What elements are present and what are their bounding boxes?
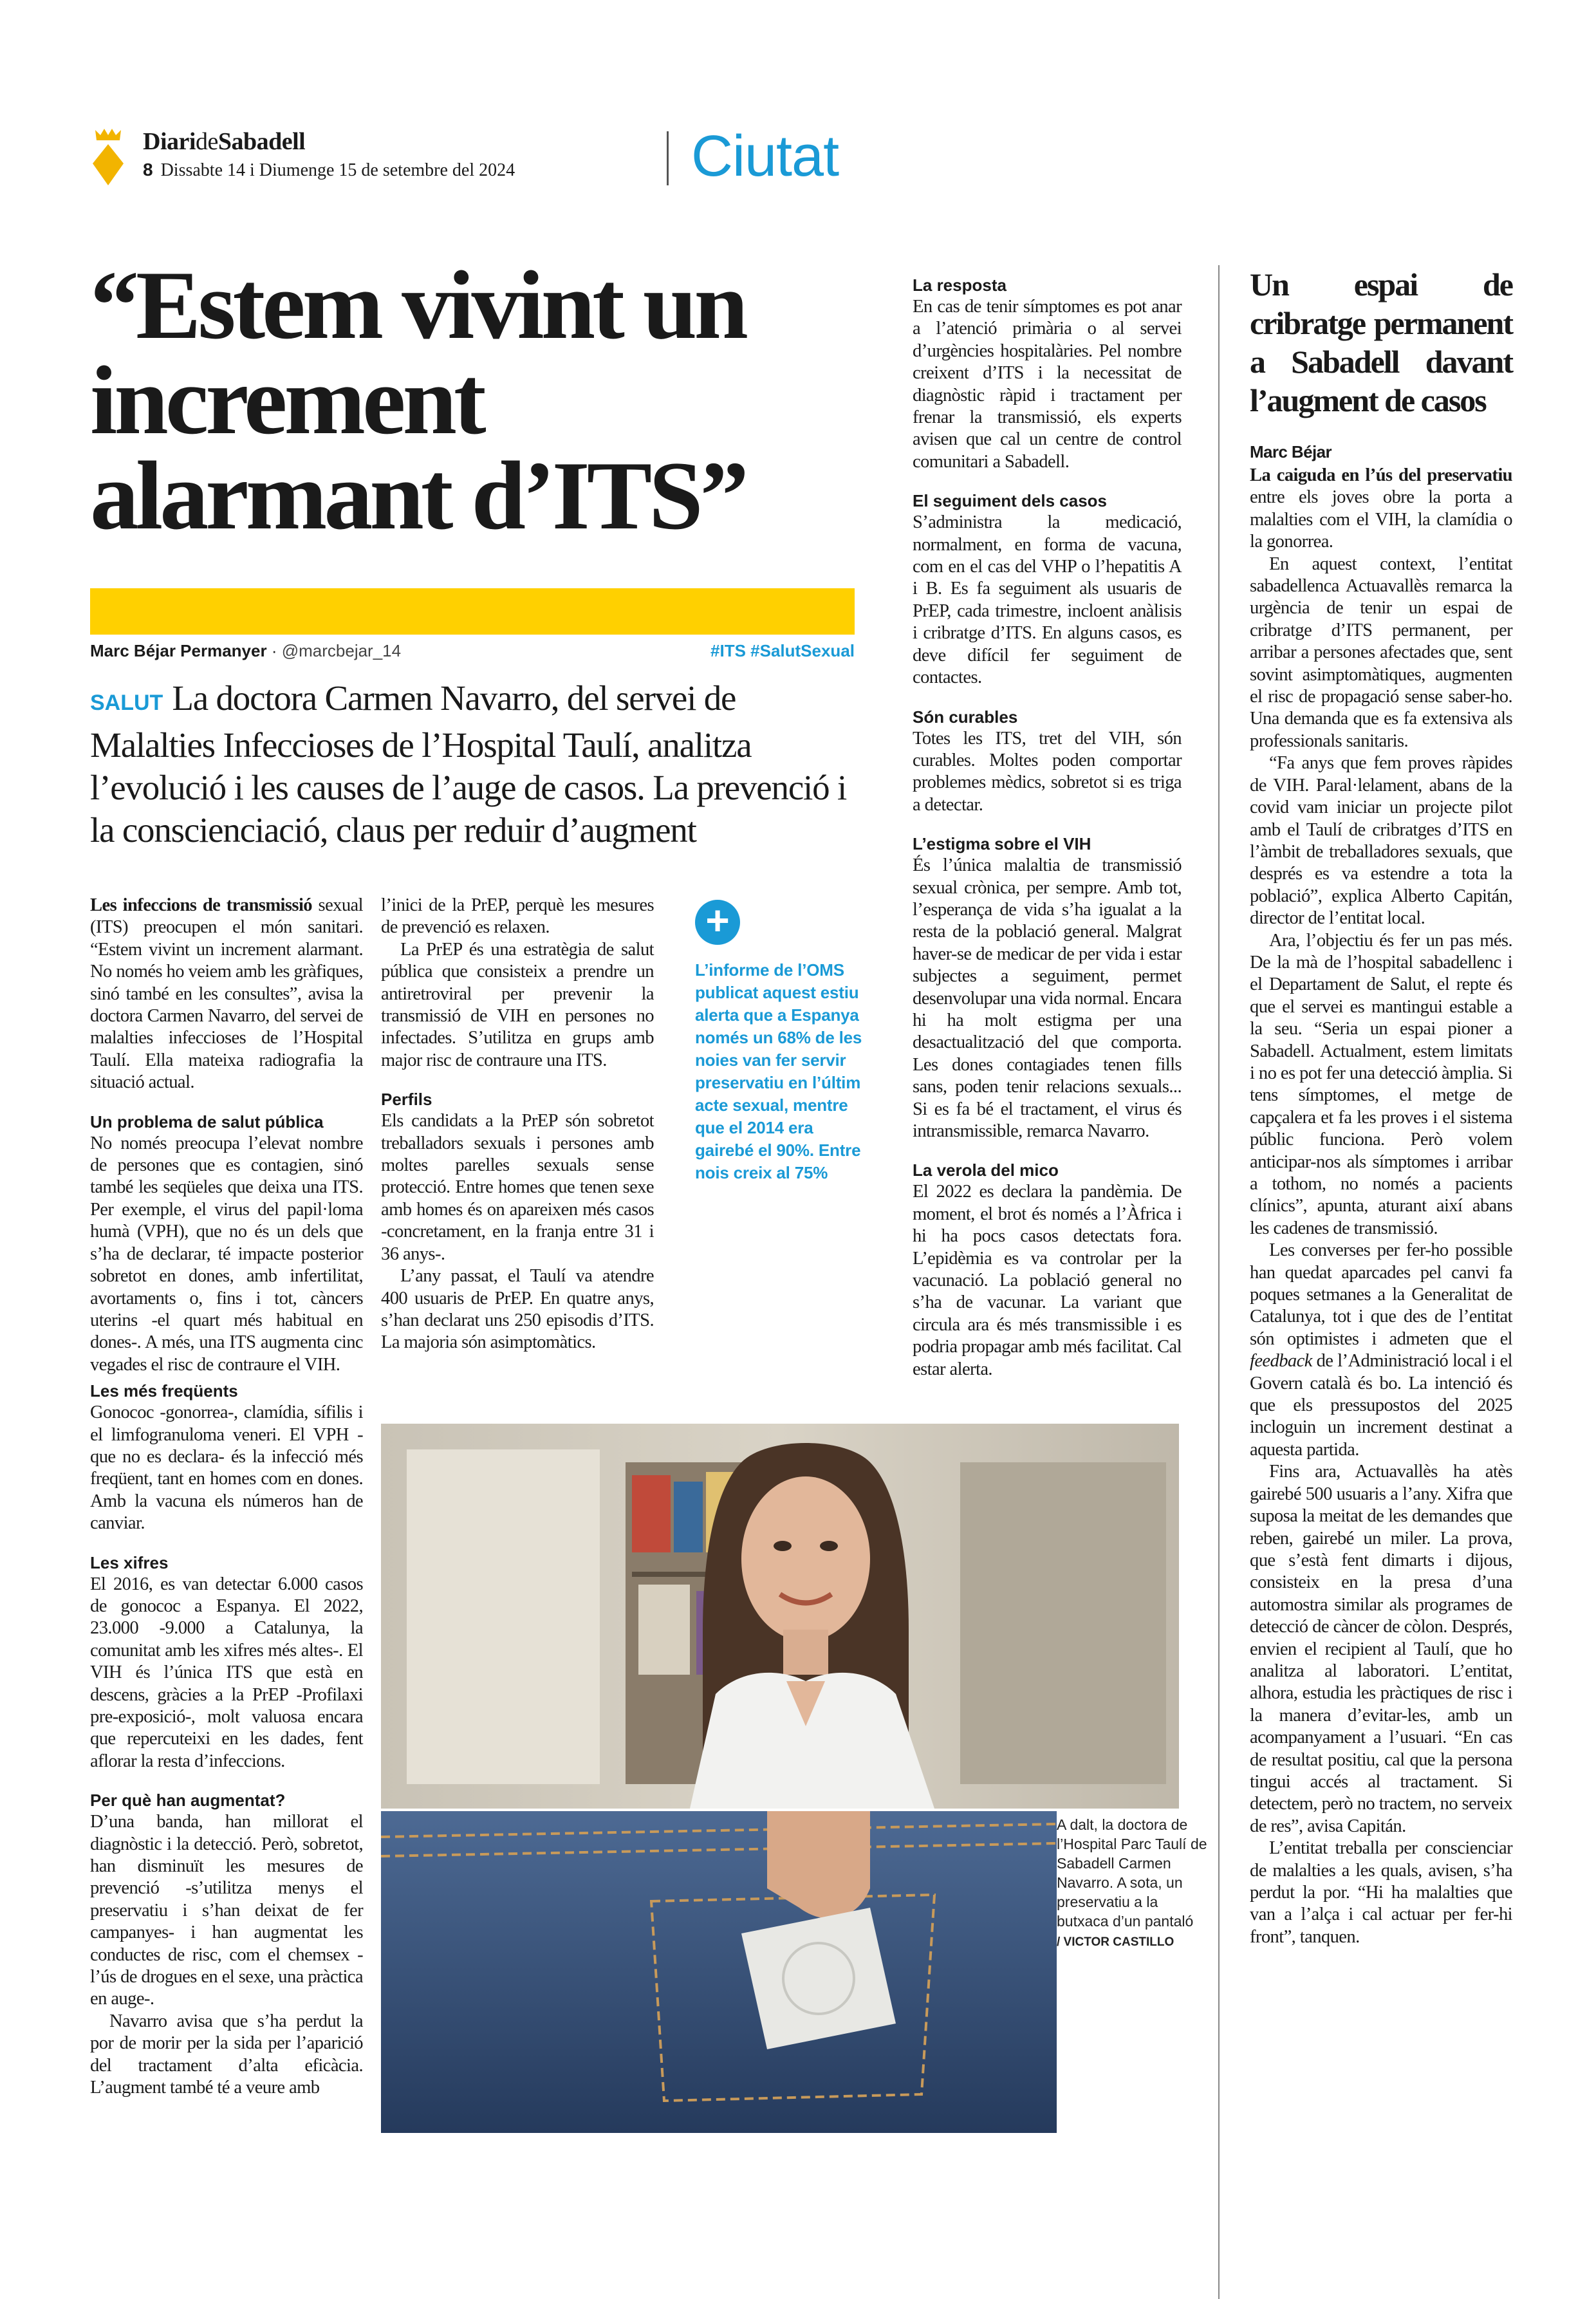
condom-in-pocket-photo xyxy=(381,1811,1057,2133)
paragraph: En cas de tenir símptomes es pot anar a l’atenció primària o al servei d’urgències hospitalàries. Pel nombre creixent d’ITS i la necessitat de diagnòstic ràpid i tractament per frenar la transmissió, els experts avisen que cal un centre de control comunitari a Sabadell. xyxy=(913,297,1182,472)
paragraph: En aquest context, l’entitat sabadellenca Actuavallès remarca la urgència de tenir un espai de cribratge d’ITS permanent, per arribar a persones afectades que, sent sovint asimptomàtiques, augmenten el risc de propagació sense saber-ho. Una demanda que es fa extensiva als professionals sanitaris. xyxy=(1250,554,1512,751)
paragraph: Navarro avisa que s’ha perdut la por de morir per la sida per l’aparició del tractament d’alta eficàcia. L’augment també té a veure amb xyxy=(90,2011,363,2098)
page-info xyxy=(143,160,515,181)
paragraph: Ara, l’objectiu és fer un pas més. De la mà de l’hospital sabadellenc i el Departament de Salut, el repte és que el servei es mantingui estable a la seu. “Seria un espai pioner a Sabadell. Actualment, estem limitats i no es pot fer una detecció àmplia. Si tens símptomes, el metge de capçalera et fa les proves i el sistema públic funciona. Però volem anticipar-nos als símptomes i arribar a tothom, no només a pacients clínics”, apunta, aturant així abans les cadenes de transmissió. xyxy=(1250,930,1512,1238)
article-column-2 xyxy=(381,895,654,1354)
sidebar-divider xyxy=(1218,265,1220,2299)
caption-text: A dalt, la doctora de l’Hospital Parc Taulí de Sabadell Carmen Navarro. A sota, un preservatiu a la butxaca d’un pantaló xyxy=(1057,1816,1207,1930)
byline-separator: · xyxy=(271,641,282,660)
header-divider xyxy=(667,131,669,185)
byline-author: Marc Béjar Permanyer xyxy=(90,641,267,660)
subheading: El seguiment dels casos xyxy=(913,491,1108,511)
article-column-1 xyxy=(90,895,363,2099)
subheading: La verola del mico xyxy=(913,1160,1059,1180)
paragraph: D’una banda, han millorat el diagnòstic i la detecció. Però, sobretot, han disminuït les mesures de prevenció -s’utilitza menys el preservatiu i s’han deixat de fer campanyes- i han augmentat les conductes de risc, com el chemsex -l’ús de drogues en el sexe, una pràctica en auge-. xyxy=(90,1812,363,2009)
subheading: Un problema de salut pública xyxy=(90,1112,324,1131)
paragraph: l’inici de la PrEP, perquè les mesures de prevenció es relaxen. xyxy=(381,895,654,938)
subheading: Per què han augmentat? xyxy=(90,1791,286,1810)
paragraph: El 2016, es van detectar 6.000 casos de gonococ a Espanya. El 2022, 23.000 -9.000 a Catalunya, la comunitat amb les xifres més altes-. El VIH és l’única ITS que està en descens, gràcies a la PrEP -Profilaxi pre-exposició-, molt valuosa encara que repercuteixi en les dades, fent aflorar la resta d’infeccions. xyxy=(90,1574,363,1771)
lede-text: La doctora Carmen Navarro, del servei de Malalties Infeccioses de l’Hospital Taulí, analitza l’evolució i les causes de l’auge de casos. La prevenció i la conscienciació, claus per reduir d’augment xyxy=(90,678,847,850)
subheading: Les xifres xyxy=(90,1552,169,1572)
sidebar-lead: La caiguda en l’ús del preservatiu xyxy=(1250,465,1512,485)
lede xyxy=(90,677,862,852)
subheading: La resposta xyxy=(913,275,1007,295)
article-column-4 xyxy=(913,274,1182,1381)
masthead-de: de xyxy=(195,128,218,155)
headline-highlight-bar xyxy=(90,588,855,635)
subheading: Les més freqüents xyxy=(90,1381,238,1401)
masthead-diari: Diari xyxy=(143,128,196,155)
highlight-quote: L’informe de l’OMS publicat aquest estiu alerta que a Espanya només un 68% de les noies van fer servir preservatiu en l’últim acte sexual, mentre que el 2014 era gairebé el 90%. Entre nois creix al 75% xyxy=(695,960,862,1182)
sidebar-article xyxy=(1250,265,1512,1948)
section-title[interactable]: Ciutat xyxy=(691,124,839,189)
paragraph: És l’única malaltia de transmissió sexual crònica, per sempre. Amb tot, l’esperança de vida s’ha igualat a la resta de la població general. Malgrat haver-se de medicar de per vida i estar subjectes a seguiment, permet desenvolupar una vida normal. Encara hi ha molt estigma per una desactualització del que comporta. Les dones contagiades tenen fills sans, poden tenir relacions sexuals... Si es fa bé el tractament, el virus és intransmissible, remarca Navarro. xyxy=(913,855,1182,1141)
subheading: L’estigma sobre el VIH xyxy=(913,834,1091,854)
paragraph: sexual (ITS) preocupen el món sanitari. “Estem vivint un increment alarmant. No només ho veiem amb les gràfiques, sinó també en les consultes”, avisa la doctora Carmen Navarro, del servei de malalties infeccioses de l’Hospital Taulí. Ella mateixa radiografia la situació actual. xyxy=(90,895,363,1093)
byline-handle[interactable]: @marcbejar_14 xyxy=(281,641,402,660)
paragraph: El 2022 es declara la pandèmia. De moment, el brot és només a l’Àfrica i hi ha pocs casos detectats fora. L’epidèmia es va controlar per la vacunació. La població general no s’ha de vacunar. La variant que circula ara és més transmissible i es podria propagar amb més facilitat. Cal estar alerta. xyxy=(913,1182,1182,1379)
paragraph: Els candidats a la PrEP són sobretot treballadors sexuals i persones amb moltes parelles sexuals sense protecció. Entre homes que tenen sexe amb homes és on apareixen més casos -concretament, en la franja entre 31 i 36 anys-. xyxy=(381,1111,654,1264)
subheading: Són curables xyxy=(913,707,1018,727)
paragraph: “Fa anys que fem proves ràpides de VIH. Paral·lelament, abans de la covid vam iniciar un projecte pilot amb el Taulí de cribratges d’ITS en l’àmbit de treballadores sexuals, que després es va estendre a tota la població”, explica Alberto Capitán, director de l’entitat local. xyxy=(1250,753,1512,929)
paragraph: La PrEP és una estratègia de salut pública que consisteix a prendre un antiretroviral per prevenir la transmissió de VIH en persones no infectades. S’utilitza en grups amb major risc de contraure una ITS. xyxy=(381,939,654,1070)
issue-date: Dissabte 14 i Diumenge 15 de setembre del 2024 xyxy=(160,160,515,180)
paragraph: No només preocupa l’elevat nombre de persones que es contagien, sinó també les seqüeles que deixa una ITS. Per exemple, el virus del papil·loma humà (VPH), que no és un dels que s’ha de declarar, té impacte posterior sobretot en dones, amb infertilitat, avortaments o, fins i tot, càncers uterins -el quart més habitual en dones-. A més, una ITS augmenta cinc vegades el risc de contraure el VIH. xyxy=(90,1133,363,1375)
doctor-portrait-photo xyxy=(381,1424,1179,1809)
paragraph: S’administra la medicació, normalment, en forma de vacuna, com en el cas del VHP o l’hepatitis A i B. Es fa seguiment als usuaris de PrEP, cada trimestre, incloent anàlisis i cribratge d’ITS. En alguns casos, es deve difícil fer seguiment de contactes. xyxy=(913,512,1182,688)
paragraph: Fins ara, Actuavallès ha atès gairebé 500 usuaris a l’any. Xifra que suposa la meitat de les demandes que reben, gairebé un miler. La prova, que s’està fent dimarts i dijous, consisteix en la presa d’una automostra similar als programes de detecció de càncer de còlon. Després, envien el recipient al Taulí, que ho analitza al laboratori. L’entitat, alhora, estudia les pràctiques de risc i la manera d’evitar-les, amb un acompanyament a l’usuari. “En cas de resultat positiu, cal que la persona tingui accés al tractament. Si detectem, però no tractem, no serveix de res”, avisa Capitán. xyxy=(1250,1462,1512,1836)
photo-credit: / VICTOR CASTILLO xyxy=(1057,1935,1174,1949)
masthead[interactable] xyxy=(143,127,305,156)
page-number: 8 xyxy=(143,160,153,180)
plus-circle-icon: + xyxy=(695,900,740,945)
paragraph: entre els joves obre la porta a malalties com el VIH, la clamídia o la gonorrea. xyxy=(1250,487,1512,552)
paragraph: Totes les ITS, tret del VIH, són curables. Moltes poden comportar problemes mèdics, sobretot si es triga a detectar. xyxy=(913,728,1182,815)
masthead-sabadell: Sabadell xyxy=(218,128,306,155)
lede-kicker: SALUT xyxy=(90,691,163,715)
diari-sabadell-crest-icon xyxy=(90,126,126,188)
column-lead: Les infeccions de transmissió xyxy=(90,895,312,915)
hashtags[interactable]: #ITS #SalutSexual xyxy=(710,641,855,660)
byline xyxy=(90,641,855,664)
photo-caption xyxy=(1057,1815,1211,1952)
headline: “Estem vivint un increment alarmant d’ITS” xyxy=(90,251,746,550)
pocket-illustration xyxy=(381,1811,1057,2133)
paragraph: L’entitat treballa per conscienciar de malalties a les quals, avisen, s’ha perdut la por. “Hi ha malalties que van a l’alça i cal actuar per fer-hi front”, tanquen. xyxy=(1250,1838,1512,1947)
sidebar-title: Un espai de cribratge permanent a Sabadell davant l’augment de casos xyxy=(1250,266,1512,418)
paragraph: Gonococ -gonorrea-, clamídia, sífilis i el limfogranuloma veneri. El VPH -que no es declara- és la infecció més freqüent, tant en homes com en dones. Amb la vacuna els números han de canviar. xyxy=(90,1402,363,1534)
paragraph: Les converses per fer-ho possible han quedat aparcades pel canvi fa poques setmanes a la Generalitat de Catalunya, tot i que des de l’entitat són optimistes i admeten que el xyxy=(1250,1240,1512,1349)
sidebar-author: Marc Béjar xyxy=(1250,442,1332,461)
subheading: Perfils xyxy=(381,1090,432,1110)
paragraph: de l’Administració local i el Govern català és bo. La intenció és que els pressupostos del 2025 incloguin un increment destinat a aquesta partida. xyxy=(1250,1351,1512,1460)
italic-term: feedback xyxy=(1250,1351,1312,1372)
portrait-illustration xyxy=(381,1424,1179,1809)
paragraph: L’any passat, el Taulí va atendre 400 usuaris de PrEP. En quatre anys, s’han declarat uns 250 episodis d’ITS. La majoria són asimptomàtics. xyxy=(381,1266,654,1353)
